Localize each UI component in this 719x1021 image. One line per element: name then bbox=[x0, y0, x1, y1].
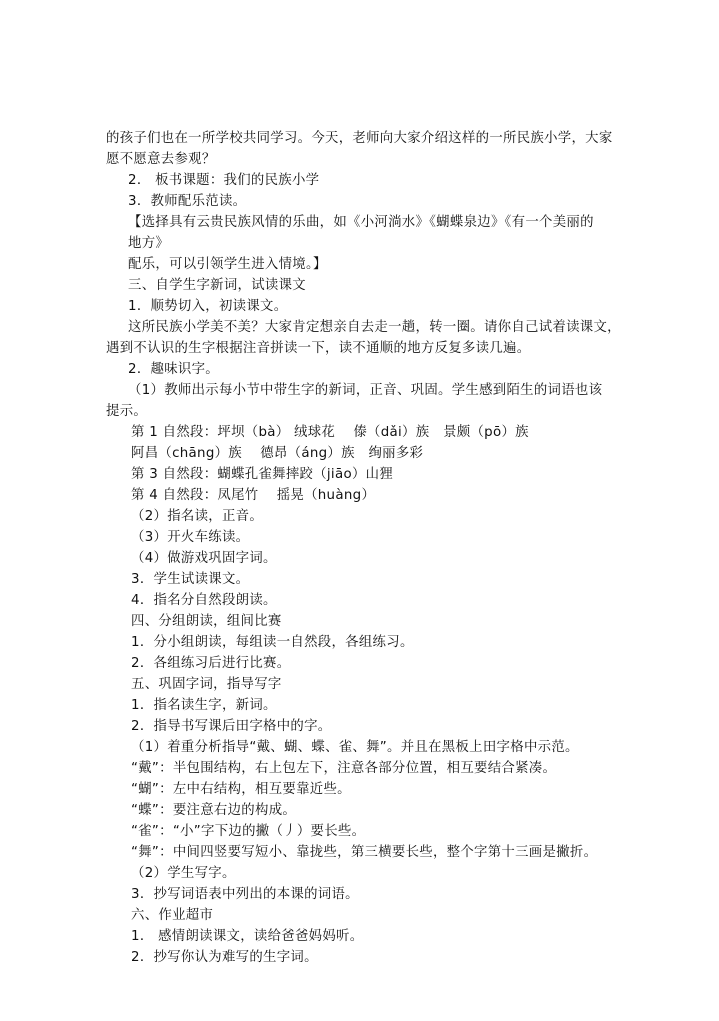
text-line: （1）教师出示每小节中带生字的新词，正音、巩固。学生感到陌生的词语也该 bbox=[128, 383, 603, 398]
text-line: 2．指导书写课后田字格中的字。 bbox=[131, 719, 332, 734]
text-line: （4）做游戏巩固字词。 bbox=[131, 551, 277, 566]
text-line: 3．教师配乐范读。 bbox=[128, 194, 247, 209]
section-heading: 六、作业超市 bbox=[131, 908, 214, 923]
text-line: 4．指名分自然段朗读。 bbox=[131, 593, 277, 608]
text-line: 3．学生试读课文。 bbox=[131, 572, 250, 587]
text-line: 地方》 bbox=[128, 236, 170, 251]
section-heading: 四、分组朗读，组间比赛 bbox=[131, 614, 282, 629]
text-line: （2）学生写字。 bbox=[131, 866, 236, 881]
text-line: 2． 板书课题：我们的民族小学 bbox=[128, 173, 320, 188]
text-line: （3）开火车练读。 bbox=[131, 530, 250, 545]
text-line: 2．各组练习后进行比赛。 bbox=[131, 656, 291, 671]
text-line: 第 3 自然段：蝴蝶孔雀舞摔跤（jiāo）山狸 bbox=[131, 467, 394, 482]
text-line: 2．趣味识字。 bbox=[128, 362, 219, 377]
text-line: 配乐，可以引领学生进入情境。】 bbox=[128, 257, 327, 272]
text-line: “蝶”：要注意右边的构成。 bbox=[131, 803, 297, 818]
text-line: 阿昌（chāng）族 德昂（áng）族 绚丽多彩 bbox=[131, 446, 424, 461]
text-line: 1． 感情朗读课文，读给爸爸妈妈听。 bbox=[131, 929, 364, 944]
text-line: 第 4 自然段：凤尾竹 摇晃（huàng） bbox=[131, 488, 376, 503]
text-line: 2．抄写你认为难写的生字词。 bbox=[131, 950, 318, 965]
text-line: 1．分小组朗读，每组读一自然段，各组练习。 bbox=[131, 635, 414, 650]
text-line: 遇到不认识的生字根据注音拼读一下，读不通顺的地方反复多读几遍。 bbox=[106, 341, 531, 356]
section-heading: 五、巩固字词，指导写字 bbox=[131, 677, 282, 692]
text-line: 第 1 自然段：坪坝（bà） 绒球花 傣（dǎi）族 景颇（pō）族 bbox=[131, 425, 529, 440]
text-line: “雀”：“小”字下边的撇（丿）要长些。 bbox=[131, 824, 366, 839]
text-line: “舞”：中间四竖要写短小、靠拢些，第三横要长些，整个字第十三画是撇折。 bbox=[131, 845, 598, 860]
text-line: “蝴”：左中右结构，相互要靠近些。 bbox=[131, 782, 351, 797]
text-line: 的孩子们也在一所学校共同学习。今天，老师向大家介绍这样的一所民族小学，大家 bbox=[106, 131, 613, 146]
text-line: （1）着重分析指导“戴、蝴、蝶、雀、舞”。并且在黑板上田字格中示范。 bbox=[131, 740, 579, 755]
text-line: 1．指名读生字，新词。 bbox=[131, 698, 277, 713]
text-line: （2）指名读，正音。 bbox=[131, 509, 264, 524]
text-line: 提示。 bbox=[106, 404, 148, 419]
text-line: 3．抄写词语表中列出的本课的词语。 bbox=[131, 887, 359, 902]
text-line: 【选择具有云贵民族风情的乐曲，如《小河淌水》《蝴蝶泉边》《有一个美丽的 bbox=[128, 215, 594, 230]
text-line: 1．顺势切入，初读课文。 bbox=[128, 299, 288, 314]
section-heading: 三、自学生字新词，试读课文 bbox=[128, 278, 306, 293]
text-line: 这所民族小学美不美？大家肯定想亲自去走一趟，转一圈。请你自己试着读课文， bbox=[128, 320, 621, 335]
text-line: 愿不愿意去参观？ bbox=[106, 152, 216, 167]
text-line: “戴”：半包围结构，右上包左下，注意各部分位置，相互要结合紧凑。 bbox=[131, 761, 557, 776]
